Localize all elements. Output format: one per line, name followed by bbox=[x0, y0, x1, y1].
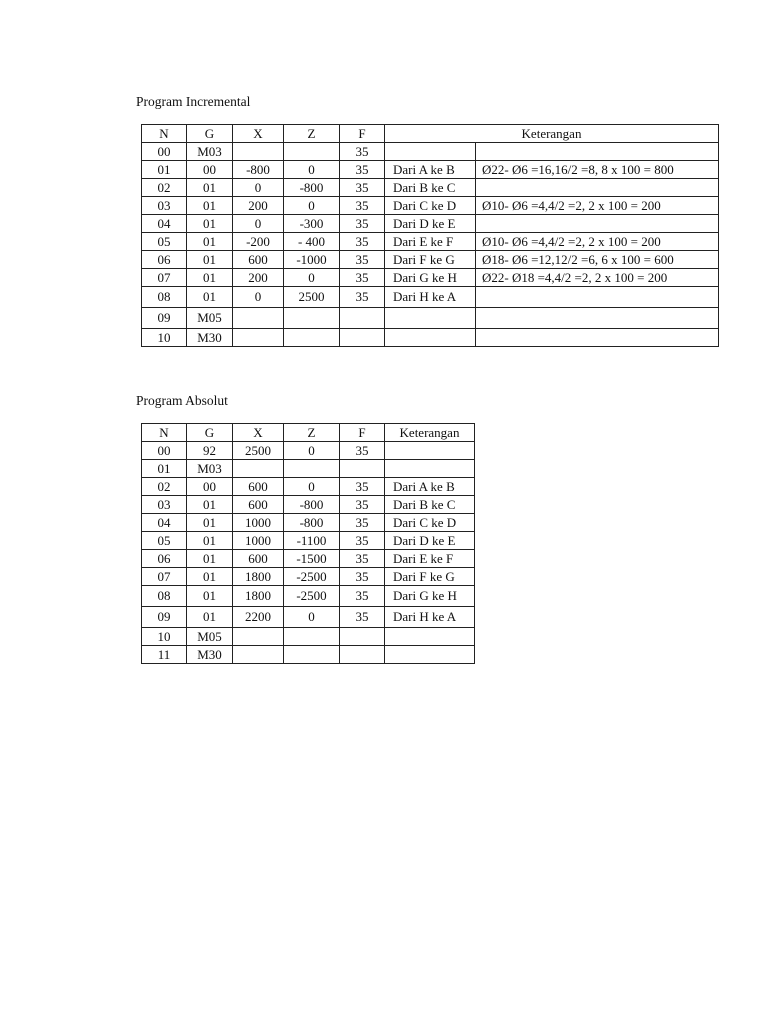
cell-x: 1000 bbox=[233, 532, 284, 550]
cell-keterangan: Dari A ke B bbox=[385, 161, 476, 179]
cell-x: 2500 bbox=[233, 442, 284, 460]
cell-calculation bbox=[476, 287, 719, 308]
cell-x: 0 bbox=[233, 179, 284, 197]
cell-keterangan: Dari B ke C bbox=[385, 496, 475, 514]
cell-z: 0 bbox=[284, 607, 340, 628]
cell-x: -800 bbox=[233, 161, 284, 179]
table-row bbox=[142, 308, 719, 329]
table-row bbox=[142, 269, 719, 287]
cell-calculation bbox=[476, 215, 719, 233]
cell-n: 03 bbox=[142, 197, 187, 215]
cell-keterangan: Dari C ke D bbox=[385, 514, 475, 532]
absolut-title: Program Absolut bbox=[136, 393, 228, 408]
cell-n: 09 bbox=[142, 607, 187, 628]
cell-g: 01 bbox=[187, 251, 233, 269]
incremental-title: Program Incremental bbox=[136, 94, 251, 109]
cell-z: 0 bbox=[284, 197, 340, 215]
absolut-table bbox=[141, 423, 475, 664]
header-f: F bbox=[340, 424, 385, 442]
cell-calculation: Ø10- Ø6 =4,4/2 =2, 2 x 100 = 200 bbox=[476, 197, 719, 215]
cell-keterangan: Dari H ke A bbox=[385, 607, 475, 628]
incremental-table bbox=[141, 124, 719, 347]
cell-x: 200 bbox=[233, 197, 284, 215]
cell-keterangan: Dari G ke H bbox=[385, 269, 476, 287]
cell-f: 35 bbox=[340, 197, 385, 215]
table-row bbox=[142, 607, 475, 628]
cell-z: 2500 bbox=[284, 287, 340, 308]
cell-keterangan: Dari F ke G bbox=[385, 251, 476, 269]
cell-n: 01 bbox=[142, 161, 187, 179]
table-row bbox=[142, 143, 719, 161]
cell-g: 01 bbox=[187, 215, 233, 233]
table-row bbox=[142, 478, 475, 496]
cell-keterangan: Dari D ke E bbox=[385, 532, 475, 550]
cell-f: 35 bbox=[340, 251, 385, 269]
table-row bbox=[142, 586, 475, 607]
cell-n: 05 bbox=[142, 233, 187, 251]
table-row bbox=[142, 532, 475, 550]
cell-x: 600 bbox=[233, 550, 284, 568]
header-g: G bbox=[187, 424, 233, 442]
cell-z: -800 bbox=[284, 179, 340, 197]
cell-calculation bbox=[476, 179, 719, 197]
cell-g: 01 bbox=[187, 568, 233, 586]
cell-g: 01 bbox=[187, 586, 233, 607]
cell-x: 1000 bbox=[233, 514, 284, 532]
cell-keterangan bbox=[385, 143, 476, 161]
cell-n: 06 bbox=[142, 550, 187, 568]
cell-x: 1800 bbox=[233, 568, 284, 586]
cell-g: M05 bbox=[187, 308, 233, 329]
cell-f: 35 bbox=[340, 568, 385, 586]
cell-keterangan bbox=[385, 646, 475, 664]
cell-calculation: Ø22- Ø18 =4,4/2 =2, 2 x 100 = 200 bbox=[476, 269, 719, 287]
cell-x: 0 bbox=[233, 287, 284, 308]
header-x: X bbox=[233, 424, 284, 442]
cell-g: 01 bbox=[187, 514, 233, 532]
cell-z bbox=[284, 646, 340, 664]
cell-calculation: Ø22- Ø6 =16,16/2 =8, 8 x 100 = 800 bbox=[476, 161, 719, 179]
cell-x: 1800 bbox=[233, 586, 284, 607]
cell-n: 02 bbox=[142, 478, 187, 496]
table-row bbox=[142, 514, 475, 532]
cell-keterangan: Dari A ke B bbox=[385, 478, 475, 496]
cell-f: 35 bbox=[340, 478, 385, 496]
cell-n: 08 bbox=[142, 586, 187, 607]
cell-f: 35 bbox=[340, 532, 385, 550]
cell-f: 35 bbox=[340, 215, 385, 233]
cell-z: -1500 bbox=[284, 550, 340, 568]
cell-keterangan: Dari E ke F bbox=[385, 233, 476, 251]
cell-z: -2500 bbox=[284, 568, 340, 586]
table-row bbox=[142, 251, 719, 269]
header-n: N bbox=[142, 424, 187, 442]
cell-f: 35 bbox=[340, 161, 385, 179]
cell-f bbox=[340, 628, 385, 646]
header-n: N bbox=[142, 125, 187, 143]
cell-n: 06 bbox=[142, 251, 187, 269]
header-x: X bbox=[233, 125, 284, 143]
cell-z: 0 bbox=[284, 442, 340, 460]
cell-x: -200 bbox=[233, 233, 284, 251]
header-z: Z bbox=[284, 125, 340, 143]
cell-x: 600 bbox=[233, 496, 284, 514]
cell-keterangan: Dari G ke H bbox=[385, 586, 475, 607]
table-row bbox=[142, 646, 475, 664]
cell-keterangan: Dari B ke C bbox=[385, 179, 476, 197]
cell-g: 01 bbox=[187, 550, 233, 568]
cell-z: -1100 bbox=[284, 532, 340, 550]
cell-x bbox=[233, 143, 284, 161]
cell-x bbox=[233, 460, 284, 478]
cell-f: 35 bbox=[340, 586, 385, 607]
cell-g: 01 bbox=[187, 233, 233, 251]
cell-keterangan: Dari F ke G bbox=[385, 568, 475, 586]
table-row bbox=[142, 233, 719, 251]
cell-f: 35 bbox=[340, 442, 385, 460]
cell-x bbox=[233, 646, 284, 664]
table-row bbox=[142, 215, 719, 233]
cell-g: 00 bbox=[187, 161, 233, 179]
cell-z bbox=[284, 460, 340, 478]
cell-g: 01 bbox=[187, 607, 233, 628]
cell-z: - 400 bbox=[284, 233, 340, 251]
incremental-header-row bbox=[142, 125, 719, 143]
cell-calculation bbox=[476, 308, 719, 329]
cell-n: 09 bbox=[142, 308, 187, 329]
cell-calculation bbox=[476, 329, 719, 347]
cell-n: 03 bbox=[142, 496, 187, 514]
cell-f: 35 bbox=[340, 233, 385, 251]
cell-g: 01 bbox=[187, 179, 233, 197]
cell-keterangan: Dari D ke E bbox=[385, 215, 476, 233]
cell-f: 35 bbox=[340, 514, 385, 532]
cell-z: 0 bbox=[284, 269, 340, 287]
cell-g: M30 bbox=[187, 646, 233, 664]
table-row bbox=[142, 179, 719, 197]
cell-z: 0 bbox=[284, 478, 340, 496]
cell-n: 07 bbox=[142, 568, 187, 586]
table-row bbox=[142, 329, 719, 347]
cell-f: 35 bbox=[340, 287, 385, 308]
header-f: F bbox=[340, 125, 385, 143]
table-row bbox=[142, 161, 719, 179]
cell-x bbox=[233, 308, 284, 329]
cell-keterangan bbox=[385, 442, 475, 460]
cell-f bbox=[340, 308, 385, 329]
cell-z: -1000 bbox=[284, 251, 340, 269]
cell-x: 0 bbox=[233, 215, 284, 233]
cell-calculation bbox=[476, 143, 719, 161]
cell-g: 01 bbox=[187, 269, 233, 287]
cell-keterangan bbox=[385, 460, 475, 478]
cell-calculation: Ø10- Ø6 =4,4/2 =2, 2 x 100 = 200 bbox=[476, 233, 719, 251]
cell-n: 10 bbox=[142, 628, 187, 646]
cell-g: M03 bbox=[187, 460, 233, 478]
cell-n: 05 bbox=[142, 532, 187, 550]
cell-keterangan bbox=[385, 628, 475, 646]
cell-z bbox=[284, 329, 340, 347]
cell-z bbox=[284, 143, 340, 161]
cell-z bbox=[284, 308, 340, 329]
cell-z: -800 bbox=[284, 514, 340, 532]
cell-g: 01 bbox=[187, 287, 233, 308]
cell-f bbox=[340, 646, 385, 664]
table-row bbox=[142, 460, 475, 478]
cell-n: 04 bbox=[142, 514, 187, 532]
table-row bbox=[142, 442, 475, 460]
cell-n: 00 bbox=[142, 143, 187, 161]
cell-keterangan: Dari E ke F bbox=[385, 550, 475, 568]
cell-n: 01 bbox=[142, 460, 187, 478]
cell-z: -800 bbox=[284, 496, 340, 514]
cell-keterangan bbox=[385, 308, 476, 329]
cell-f bbox=[340, 460, 385, 478]
cell-calculation: Ø18- Ø6 =12,12/2 =6, 6 x 100 = 600 bbox=[476, 251, 719, 269]
table-row bbox=[142, 496, 475, 514]
cell-f: 35 bbox=[340, 179, 385, 197]
cell-f bbox=[340, 329, 385, 347]
cell-z bbox=[284, 628, 340, 646]
header-z: Z bbox=[284, 424, 340, 442]
cell-f: 35 bbox=[340, 143, 385, 161]
table-row bbox=[142, 568, 475, 586]
cell-x bbox=[233, 329, 284, 347]
cell-z: 0 bbox=[284, 161, 340, 179]
cell-z: -2500 bbox=[284, 586, 340, 607]
cell-x bbox=[233, 628, 284, 646]
cell-g: 00 bbox=[187, 478, 233, 496]
header-g: G bbox=[187, 125, 233, 143]
cell-n: 07 bbox=[142, 269, 187, 287]
cell-g: 01 bbox=[187, 496, 233, 514]
cell-g: M03 bbox=[187, 143, 233, 161]
table-row bbox=[142, 550, 475, 568]
cell-g: M05 bbox=[187, 628, 233, 646]
cell-keterangan: Dari H ke A bbox=[385, 287, 476, 308]
cell-n: 08 bbox=[142, 287, 187, 308]
cell-keterangan bbox=[385, 329, 476, 347]
header-keterangan: Keterangan bbox=[385, 125, 719, 143]
cell-g: 01 bbox=[187, 532, 233, 550]
cell-n: 04 bbox=[142, 215, 187, 233]
header-keterangan: Keterangan bbox=[385, 424, 475, 442]
cell-keterangan: Dari C ke D bbox=[385, 197, 476, 215]
table-row bbox=[142, 628, 475, 646]
table-row bbox=[142, 197, 719, 215]
cell-n: 00 bbox=[142, 442, 187, 460]
cell-n: 10 bbox=[142, 329, 187, 347]
cell-f: 35 bbox=[340, 607, 385, 628]
cell-f: 35 bbox=[340, 496, 385, 514]
absolut-header-row bbox=[142, 424, 475, 442]
cell-g: 01 bbox=[187, 197, 233, 215]
cell-n: 11 bbox=[142, 646, 187, 664]
table-row bbox=[142, 287, 719, 308]
cell-x: 600 bbox=[233, 478, 284, 496]
cell-z: -300 bbox=[284, 215, 340, 233]
cell-g: M30 bbox=[187, 329, 233, 347]
cell-x: 600 bbox=[233, 251, 284, 269]
cell-n: 02 bbox=[142, 179, 187, 197]
cell-g: 92 bbox=[187, 442, 233, 460]
cell-f: 35 bbox=[340, 269, 385, 287]
cell-x: 200 bbox=[233, 269, 284, 287]
cell-f: 35 bbox=[340, 550, 385, 568]
cell-x: 2200 bbox=[233, 607, 284, 628]
